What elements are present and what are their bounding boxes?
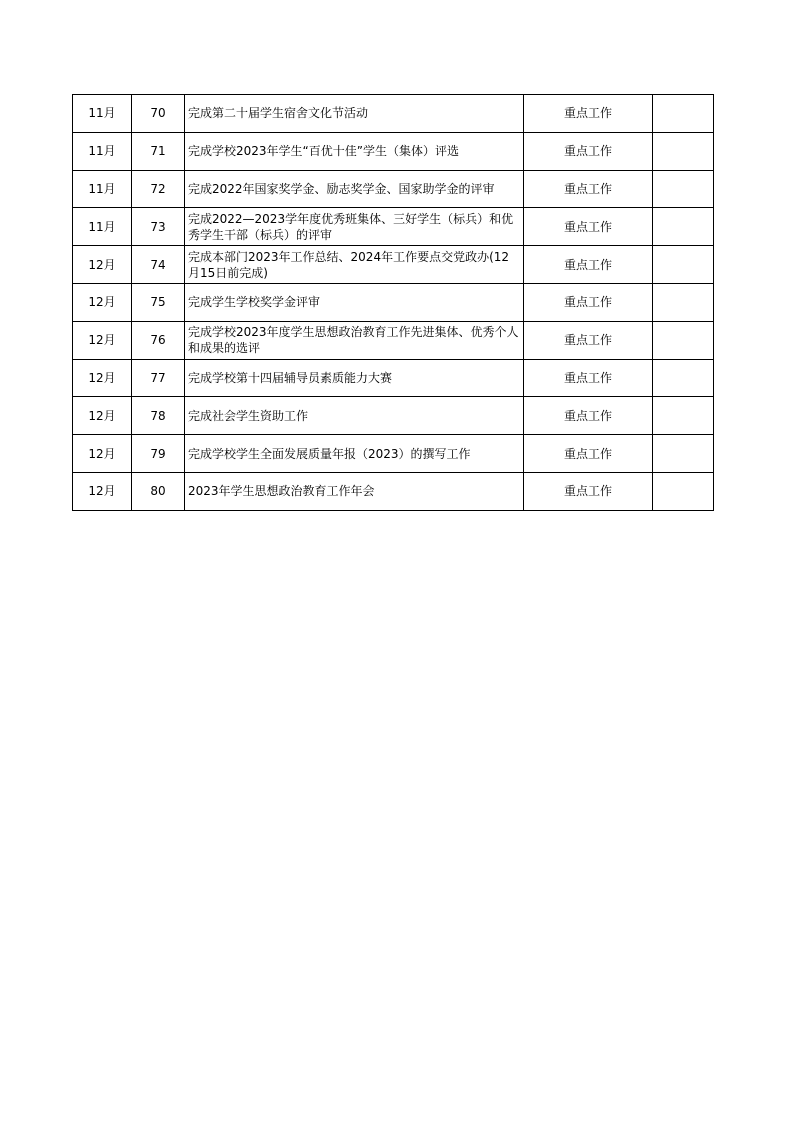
table-row [73, 283, 714, 321]
type-cell: 重点工作 [524, 359, 653, 397]
type-cell: 重点工作 [524, 208, 653, 246]
number-cell: 74 [132, 246, 185, 284]
item-cell: 完成学校学生全面发展质量年报（2023）的撰写工作 [185, 435, 524, 473]
month-cell: 11月 [73, 208, 132, 246]
item-cell: 完成2022—2023学年度优秀班集体、三好学生（标兵）和优秀学生干部（标兵）的评审 [185, 208, 524, 246]
note-cell [653, 283, 714, 321]
note-cell [653, 321, 714, 359]
note-cell [653, 208, 714, 246]
note-cell [653, 132, 714, 170]
type-cell: 重点工作 [524, 283, 653, 321]
item-cell: 完成学校2023年度学生思想政治教育工作先进集体、优秀个人和成果的选评 [185, 321, 524, 359]
note-cell [653, 246, 714, 284]
type-cell: 重点工作 [524, 246, 653, 284]
month-cell: 12月 [73, 359, 132, 397]
item-cell: 完成第二十届学生宿舍文化节活动 [185, 95, 524, 133]
type-cell: 重点工作 [524, 435, 653, 473]
month-cell: 12月 [73, 321, 132, 359]
work-plan-table [72, 94, 714, 511]
number-cell: 73 [132, 208, 185, 246]
note-cell [653, 435, 714, 473]
type-cell: 重点工作 [524, 95, 653, 133]
item-cell: 完成学生学校奖学金评审 [185, 283, 524, 321]
note-cell [653, 359, 714, 397]
table-row [73, 397, 714, 435]
item-cell: 完成学校2023年学生“百优十佳”学生（集体）评选 [185, 132, 524, 170]
month-cell: 11月 [73, 132, 132, 170]
type-cell: 重点工作 [524, 472, 653, 510]
item-cell: 完成本部门2023年工作总结、2024年工作要点交党政办(12月15日前完成) [185, 246, 524, 284]
note-cell [653, 170, 714, 208]
note-cell [653, 472, 714, 510]
number-cell: 70 [132, 95, 185, 133]
item-cell: 完成2022年国家奖学金、励志奖学金、国家助学金的评审 [185, 170, 524, 208]
table-row [73, 208, 714, 246]
table-row [73, 95, 714, 133]
note-cell [653, 95, 714, 133]
number-cell: 71 [132, 132, 185, 170]
type-cell: 重点工作 [524, 170, 653, 208]
month-cell: 11月 [73, 170, 132, 208]
number-cell: 72 [132, 170, 185, 208]
number-cell: 76 [132, 321, 185, 359]
number-cell: 79 [132, 435, 185, 473]
month-cell: 12月 [73, 472, 132, 510]
type-cell: 重点工作 [524, 132, 653, 170]
type-cell: 重点工作 [524, 321, 653, 359]
item-cell: 2023年学生思想政治教育工作年会 [185, 472, 524, 510]
type-cell: 重点工作 [524, 397, 653, 435]
table-row [73, 321, 714, 359]
note-cell [653, 397, 714, 435]
number-cell: 80 [132, 472, 185, 510]
table-row [73, 246, 714, 284]
item-cell: 完成学校第十四届辅导员素质能力大赛 [185, 359, 524, 397]
month-cell: 12月 [73, 397, 132, 435]
table-row [73, 359, 714, 397]
item-cell: 完成社会学生资助工作 [185, 397, 524, 435]
month-cell: 11月 [73, 95, 132, 133]
number-cell: 75 [132, 283, 185, 321]
table-row [73, 132, 714, 170]
month-cell: 12月 [73, 246, 132, 284]
table-row [73, 435, 714, 473]
table-row [73, 170, 714, 208]
table-body [73, 95, 714, 511]
number-cell: 78 [132, 397, 185, 435]
table-row [73, 472, 714, 510]
number-cell: 77 [132, 359, 185, 397]
month-cell: 12月 [73, 435, 132, 473]
month-cell: 12月 [73, 283, 132, 321]
